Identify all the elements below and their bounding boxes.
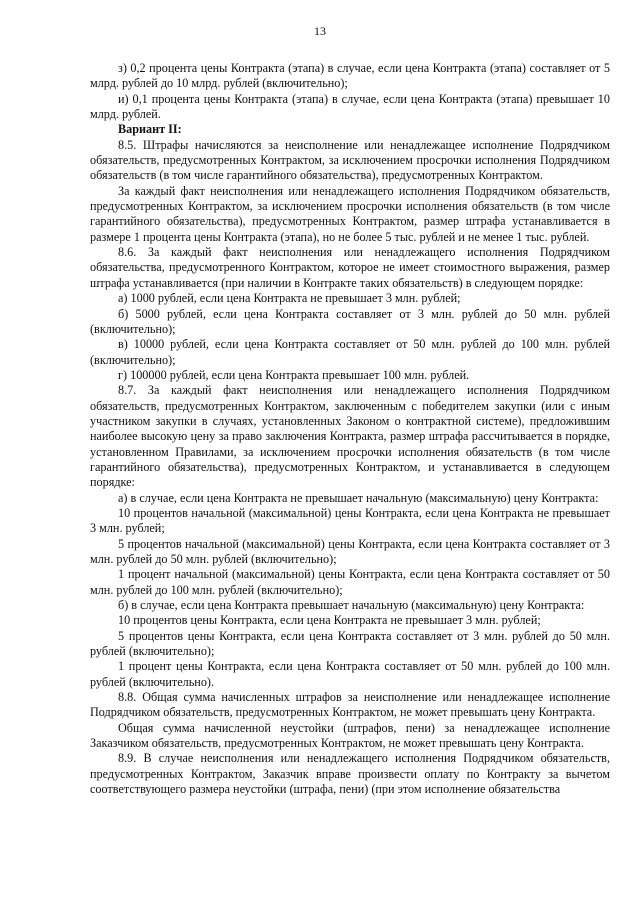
paragraph: б) 5000 рублей, если цена Контракта составляет от 3 млн. рублей до 50 млн. рублей (включительно); xyxy=(90,306,610,336)
document-body xyxy=(90,61,610,798)
paragraph: и) 0,1 процента цены Контракта (этапа) в случае, если цена Контракта (этапа) превышает 10 млрд. рублей. xyxy=(90,91,610,122)
paragraph: 8.7. За каждый факт неисполнения или ненадлежащего исполнения Подрядчиком обязательств, предусмотренных Контрактом, заключенным с победителем закупки (или с иным участником закупки в случаях, установленных Законом о контрактной системе), предложившим наиболее высокую цену за право заключения Контракта, размер штрафа рассчитывается в порядке, установленном Правилами, за исключением просрочки исполнения обязательств (в том числе гарантийного обязательства), предусмотренных Контрактом, и устанавливается в следующем порядке: xyxy=(90,383,610,490)
paragraph: За каждый факт неисполнения или ненадлежащего исполнения Подрядчиком обязательств, предусмотренных Контрактом, за исключением просрочки исполнения обязательств (в том числе гарантийного обязательства), предусмотренных Контрактом, размер штрафа устанавливается в размере 1 процента цены Контракта (этапа), но не более 5 тыс. рублей и не менее 1 тыс. рублей. xyxy=(90,183,610,244)
paragraph: 5 процентов начальной (максимальной) цены Контракта, если цена Контракта составляет от 3 млн. рублей до 50 млн. рублей (включительно); xyxy=(90,536,610,566)
paragraph: в) 10000 рублей, если цена Контракта составляет от 50 млн. рублей до 100 млн. рублей (включительно); xyxy=(90,337,610,367)
paragraph: 8.8. Общая сумма начисленных штрафов за неисполнение или ненадлежащее исполнение Подрядчиком обязательств, предусмотренных Контрактом, не может превышать цену Контракта. xyxy=(90,690,610,720)
section-heading: Вариант II: xyxy=(118,122,182,137)
paragraph: а) 1000 рублей, если цена Контракта не превышает 3 млн. рублей; xyxy=(118,291,461,306)
paragraph: 10 процентов начальной (максимальной) цены Контракта, если цена Контракта не превышает 3 млн. рублей; xyxy=(90,505,610,536)
paragraph: Общая сумма начисленной неустойки (штрафов, пени) за ненадлежащее исполнение Заказчиком обязательств, предусмотренных Контрактом, не может превышать цену Контракта. xyxy=(90,720,610,751)
paragraph: 8.6. За каждый факт неисполнения или ненадлежащего исполнения Подрядчиком обязательства, предусмотренного Контрактом, которое не имеет стоимостного выражения, размер штрафа устанавливается (при наличии в Контракте таких обязательств) в следующем порядке: xyxy=(90,245,610,290)
paragraph: 1 процент цены Контракта, если цена Контракта составляет от 50 млн. рублей до 100 млн. рублей (включительно). xyxy=(90,659,610,689)
paragraph: 10 процентов цены Контракта, если цена Контракта не превышает 3 млн. рублей; xyxy=(118,613,541,628)
paragraph: 8.9. В случае неисполнения или ненадлежащего исполнения Подрядчиком обязательств, предусмотренных Контрактом, Заказчик вправе произвести оплату по Контракту за вычетом соответствующего размера неустойки (штрафа, пени) (при этом исполнение обязательства xyxy=(90,751,610,797)
page-number: 13 xyxy=(314,24,326,38)
paragraph: 1 процент начальной (максимальной) цены Контракта, если цена Контракта составляет от 50 млн. рублей до 100 млн. рублей (включительно); xyxy=(90,567,610,597)
paragraph: 8.5. Штрафы начисляются за неисполнение или ненадлежащее исполнение Подрядчиком обязательств, предусмотренных Контрактом, за исключением просрочки исполнения Подрядчиком обязательств (в том числе гарантийного обязательства), предусмотренных Контрактом. xyxy=(90,137,610,183)
paragraph: з) 0,2 процента цены Контракта (этапа) в случае, если цена Контракта (этапа) составляет от 5 млрд. рублей до 10 млрд. рублей (включительно); xyxy=(90,61,610,91)
paragraph: а) в случае, если цена Контракта не превышает начальную (максимальную) цену Контракта: xyxy=(118,490,599,505)
paragraph: б) в случае, если цена Контракта превышает начальную (максимальную) цену Контракта: xyxy=(118,598,585,613)
paragraph: г) 100000 рублей, если цена Контракта превышает 100 млн. рублей. xyxy=(118,367,470,382)
paragraph: 5 процентов цены Контракта, если цена Контракта составляет от 3 млн. рублей до 50 млн. рублей (включительно); xyxy=(90,628,610,659)
